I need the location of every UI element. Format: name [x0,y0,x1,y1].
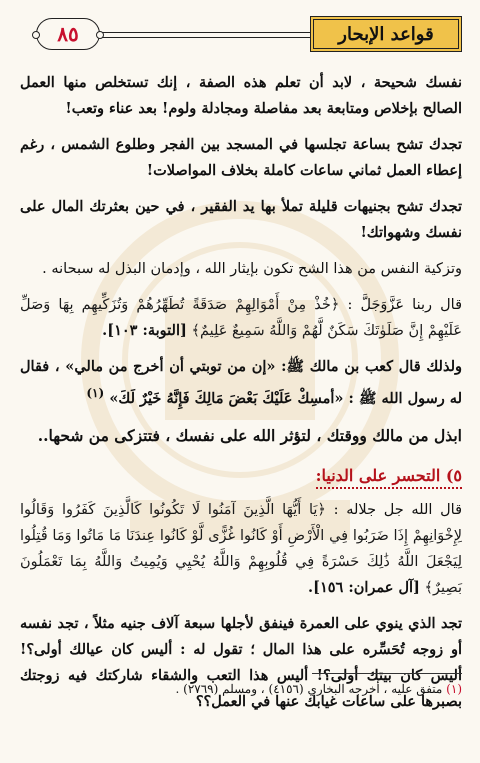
hadith-intro: ولذلك قال كعب بن مالك ﷺ: «إن من توبتي أن أخرج من مالي» ، فقال له رسول الله ﷺ : [20,358,462,407]
exhortation: ابذل من مالك ووقتك ، لتؤثر الله على نفسك ، فتتزكى من شحها.. [37,425,462,445]
paragraph: تجدك تشح بجنيهات قليلة تملأ بها يد الفقير ، في حين بعثرتك المال على نفسك وشهواتك! [20,198,462,241]
footnote-rule [312,673,462,674]
paragraph: تجدك تشح بساعة تجلسها في المسجد بين الفجر وطلوع الشمس ، رغم إعطاء العمل ثماني ساعات كاملة بخلاف المواصلات! [20,136,462,179]
verse-paragraph [20,497,462,601]
paragraph: وتزكية النفس من هذا الشح تكون بإيثار الله ، وإدمان البذل له سبحانه . [42,261,462,277]
page-number: ٨٥ [57,22,79,46]
footnote [20,680,462,698]
section-heading: ٥) التحسر على الدنيا: [316,466,462,489]
footnote-number: (١) [446,682,462,696]
hadith-paragraph [20,354,462,412]
quran-verse: ﴿خُذْ مِنْ أَمْوَالِهِمْ صَدَقَةً تُطَهِّرُهُمْ وَتُزَكِّيهِم بِهَا وَصَلِّ عَلَيْهِمْ إِنَّ صَلَوٰتَكَ سَكَنٌ لَّهُمْ وَاللَّهُ سَمِيعٌ عَلِيمٌ﴾ [20,297,462,339]
running-title-box [310,16,462,52]
page-header [36,14,462,54]
page-body [20,70,462,725]
verse-intro: قال الله جل جلاله : [333,501,463,518]
page-number-badge [36,18,100,50]
section-heading-wrap [20,460,462,497]
footnote-text: متفق عليه ، أخرجه البخاري (٤١٥٦) ، ومسلم (٢٧٦٩) . [175,682,443,696]
paragraph: تجد الذي ينوي على العمرة فينفق لأجلها سبعة آلاف جنيه مثلاً ، تجد نفسه أو زوجه تُحَسِّره على هذا المال ؛ تقول له : أليس كان عيالك أولى؟! أليس كان بيتك أولى؟! أليس هذا التعب والشقاء شاركتك فيه زوجتك بصبرها على ساعات غيابك عنها في العمل؟؟ [20,614,462,710]
verse-intro: قال ربنا عَزَّوَجَلَّ : [347,297,463,313]
paragraph: نفسك شحيحة ، لابد أن تعلم هذه الصفة ، إنك تستخلص منها العمل الصالح بإخلاص ومتابعة بعد مفاصلة ومجادلة ولوم! بعد عناء وتعب! [20,74,462,117]
running-title: قواعد الإبحار [338,23,434,45]
footnote-marker[interactable]: (١) [86,386,105,400]
verse-reference: [التوبة: ١٠٣]. [102,322,187,339]
hadith-quote: «أمسِكْ عَلَيْكَ بَعْضَ مَالِكَ فَإِنَّهُ خَيْرٌ لَكَ» [109,389,344,407]
header-rule [96,32,312,38]
verse-paragraph [20,292,462,344]
verse-reference: [آل عمران: ١٥٦]. [308,578,420,596]
quran-verse: ﴿يَا أَيُّهَا الَّذِينَ آمَنُوا لَا تَكُونُوا كَالَّذِينَ كَفَرُوا وَقَالُوا لِإِخْوَانِهِمْ إِذَا ضَرَبُوا فِي الْأَرْضِ أَوْ كَانُوا غُزًّى لَّوْ كَانُوا عِندَنَا مَا مَاتُوا وَمَا قُتِلُوا لِيَجْعَلَ اللَّهُ ذَٰلِكَ حَسْرَةً فِي قُلُوبِهِمْ وَاللَّهُ يُحْيِي وَيُمِيتُ وَاللَّهُ بِمَا تَعْمَلُونَ بَصِيرٌ﴾ [20,501,462,596]
